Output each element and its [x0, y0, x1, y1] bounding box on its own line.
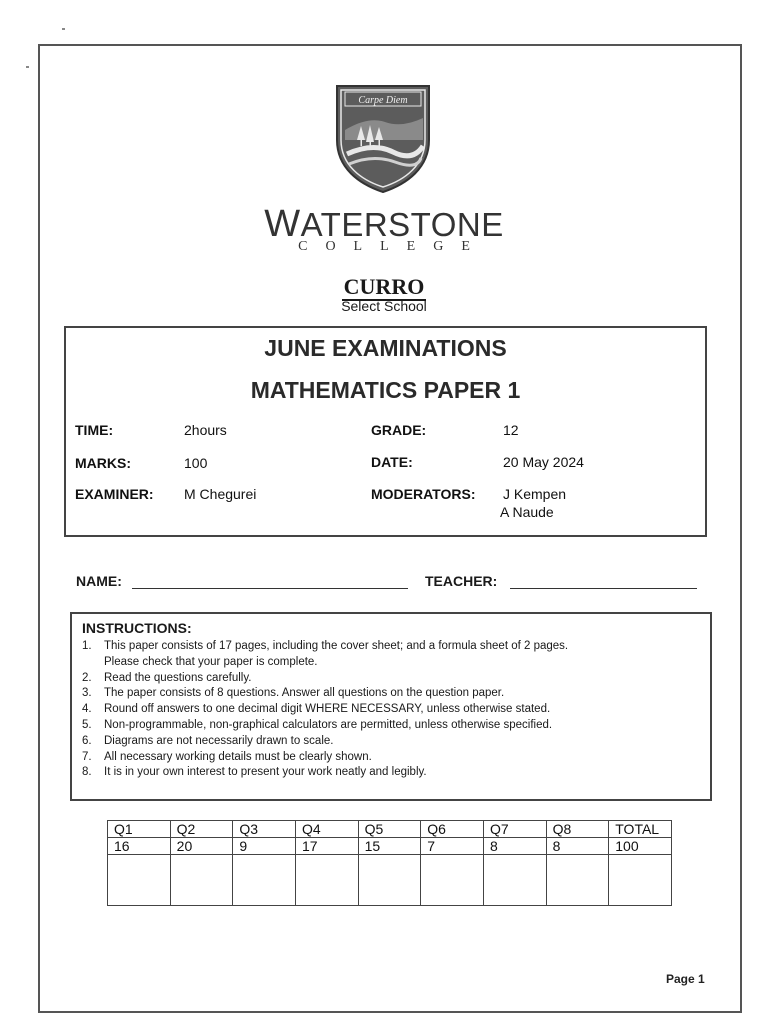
date-label: DATE:	[371, 454, 413, 470]
score-cell[interactable]	[609, 855, 672, 906]
crest-motto: Carpe Diem	[358, 95, 408, 106]
scan-speck	[26, 66, 29, 68]
instructions-list	[82, 639, 568, 781]
max-mark-cell: 17	[295, 838, 358, 855]
score-cell[interactable]	[421, 855, 484, 906]
marks-table	[107, 820, 672, 906]
school-name-rest: ATERSTONE	[300, 206, 504, 243]
max-mark-cell: 100	[609, 838, 672, 855]
instruction-item: 1. This paper consists of 17 pages, including the cover sheet; and a formula sheet of 2 pages.	[82, 640, 569, 652]
table-header-cell: Q7	[483, 821, 546, 838]
max-mark-cell: 8	[483, 838, 546, 855]
marks-label: MARKS:	[75, 455, 131, 471]
marks-table-max-row	[108, 838, 672, 855]
examiner-value: M Chegurei	[184, 486, 257, 502]
grade-value: 12	[503, 422, 519, 438]
exam-subject: MATHEMATICS PAPER 1	[250, 377, 521, 403]
score-cell[interactable]	[483, 855, 546, 906]
curro-label: CURRO	[343, 274, 425, 299]
moderator-1: J Kempen	[503, 486, 567, 502]
marks-table-score-row	[108, 855, 672, 906]
instruction-item: 4. Round off answers to one decimal digit WHERE NECESSARY, unless otherwise stated.	[82, 703, 551, 716]
instruction-item: 7. All necessary working details must be clearly shown.	[82, 750, 372, 763]
table-header-cell: Q2	[170, 821, 233, 838]
school-crest-icon	[333, 82, 433, 194]
grade-label: GRADE:	[371, 422, 427, 438]
moderators-label: MODERATORS:	[371, 486, 476, 502]
score-cell[interactable]	[546, 855, 609, 906]
marks-table-header-row	[108, 821, 672, 838]
instructions-title: INSTRUCTIONS:	[82, 620, 192, 636]
teacher-label: TEACHER:	[425, 573, 498, 589]
marks-value: 100	[184, 455, 208, 471]
exam-title: JUNE EXAMINATIONS	[264, 335, 507, 361]
table-header-cell: Q8	[546, 821, 609, 838]
score-cell[interactable]	[108, 855, 171, 906]
time-label: TIME:	[75, 422, 114, 438]
table-header-cell: Q3	[233, 821, 296, 838]
table-header-cell: Q4	[295, 821, 358, 838]
score-cell[interactable]	[358, 855, 421, 906]
max-mark-cell: 15	[358, 838, 421, 855]
exam-info-box	[64, 326, 707, 537]
school-name-initial: W	[264, 203, 301, 245]
instruction-item: Please check that your paper is complete.	[104, 655, 318, 668]
score-cell[interactable]	[170, 855, 233, 906]
instruction-item: 6. Diagrams are not necessarily drawn to scale.	[82, 734, 334, 747]
instruction-item: 3. The paper consists of 8 questions. Answer all questions on the question paper.	[82, 687, 505, 700]
score-cell[interactable]	[233, 855, 296, 906]
max-mark-cell: 20	[170, 838, 233, 855]
instruction-item: 8. It is in your own interest to present your work neatly and legibly.	[82, 766, 427, 779]
max-mark-cell: 16	[108, 838, 171, 855]
school-name-college: COLLEGE	[298, 239, 488, 254]
table-header-cell: Q1	[108, 821, 171, 838]
table-header-cell: Q6	[421, 821, 484, 838]
max-mark-cell: 7	[421, 838, 484, 855]
date-value: 20 May 2024	[503, 454, 584, 470]
name-label: NAME:	[76, 573, 122, 589]
instruction-item: 2. Read the questions carefully.	[82, 671, 252, 684]
name-field[interactable]	[132, 588, 408, 589]
table-header-cell: Q5	[358, 821, 421, 838]
examiner-label: EXAMINER:	[75, 486, 154, 502]
instruction-item: 5. Non-programmable, non-graphical calculators are permitted, unless otherwise specified.	[82, 718, 553, 731]
max-mark-cell: 9	[233, 838, 296, 855]
moderator-2: A Naude	[500, 504, 554, 520]
max-mark-cell: 8	[546, 838, 609, 855]
scan-speck	[62, 28, 65, 30]
table-header-cell: TOTAL	[609, 821, 672, 838]
page-number: Page 1	[666, 972, 705, 986]
curro-logo-text	[0, 274, 768, 300]
teacher-field[interactable]	[510, 588, 697, 589]
time-value: 2hours	[184, 422, 227, 438]
instructions-box	[70, 612, 712, 801]
score-cell[interactable]	[295, 855, 358, 906]
curro-subtitle: Select School	[341, 298, 427, 314]
